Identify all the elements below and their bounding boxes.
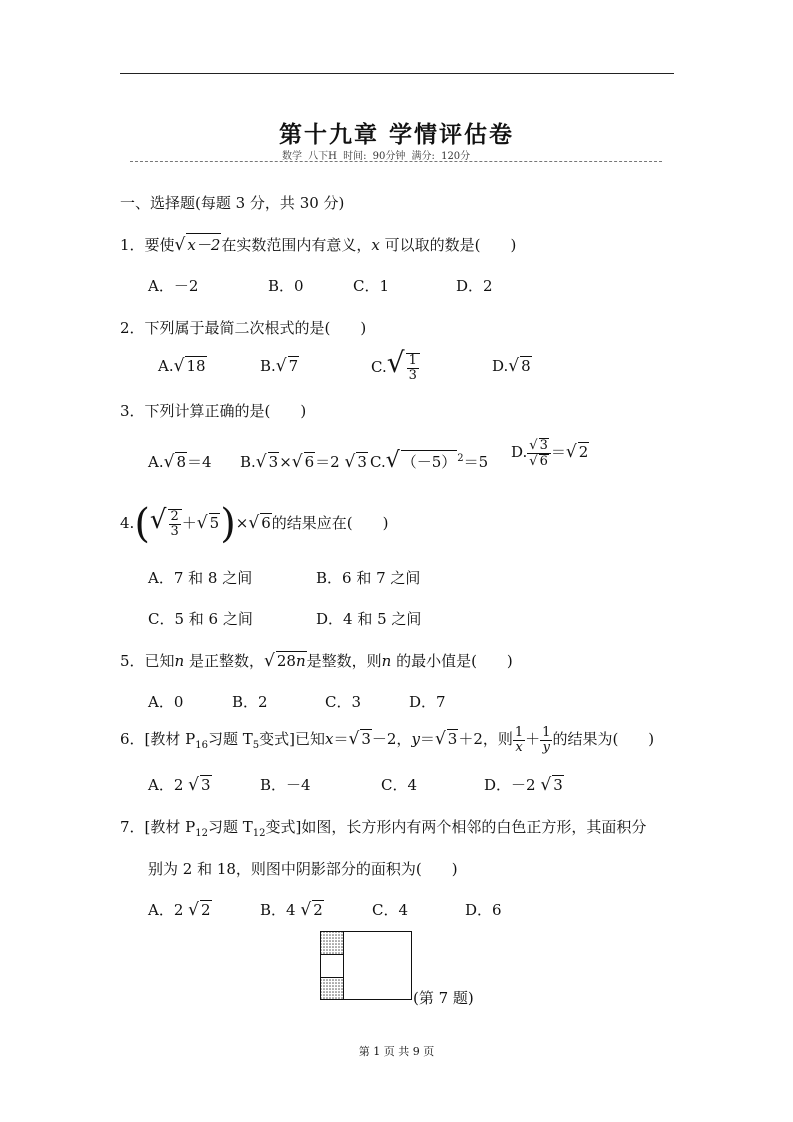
sqrt-icon: √ [434, 729, 446, 750]
left-paren-icon: ( [134, 501, 150, 547]
white-square-small [321, 955, 344, 978]
question-5-stem: 5．已知n 是正整数，√ 28n是整数，则n 的最小值是( ) [120, 651, 513, 671]
page-footer: 第 1 页 共 9 页 [358, 1045, 435, 1058]
q2-option-d: D.√ 8 [492, 356, 531, 376]
q2-option-a: A.√ 18 [158, 356, 206, 376]
sqrt-icon: √ [173, 356, 185, 376]
right-paren-icon: ) [220, 501, 236, 547]
q1-option-c: C．1 [353, 277, 390, 295]
q5-option-b: B．2 [232, 693, 268, 711]
sqrt-icon: √ [529, 438, 538, 453]
question-7-stem-line-1: 7．[教材 $P_{12}$习题 $T_{12}$变式]如图，长方形内有两个相邻的白色正方形，其面积分 [120, 818, 647, 839]
q3-option-a: A.√ 8＝4 [148, 452, 212, 472]
q4-option-b: B．6 和 7 之间 [316, 569, 421, 587]
sqrt-icon: √ [163, 452, 175, 472]
question-7-stem-line-2: 别为 2 和 18，则图中阴影部分的面积为( ) [148, 860, 458, 878]
question-2-stem: 2．下列属于最简二次根式的是( ) [120, 319, 367, 337]
q7-option-d: D．6 [465, 901, 502, 919]
sqrt-icon: √ [300, 900, 312, 920]
q7-figure-caption: (第 7 题) [413, 989, 474, 1007]
q1-option-b: B．0 [268, 277, 304, 295]
sqrt-icon: √ [275, 356, 287, 376]
q3-option-c: C.√ $(-5)^2=5$ [370, 448, 489, 473]
sqrt-icon: √ [248, 513, 260, 533]
sqrt-icon: √ [386, 346, 405, 379]
question-1-stem: 1．要使√ x－2在实数范围内有意义，x 可以取的数是( ) [120, 235, 517, 255]
q1-option-d: D．2 [456, 277, 493, 295]
sqrt-icon: √ [188, 900, 200, 920]
header-dashed-divider [130, 161, 662, 162]
sqrt-icon: √ [264, 651, 275, 671]
q3-option-d: D. $\frac{√ 3}{√ 6}$ ＝√ 2 [511, 438, 589, 469]
shaded-region-bottom [321, 978, 344, 1000]
sqrt-icon: √ [540, 775, 552, 795]
sqrt-icon: √ [255, 452, 267, 472]
q5-option-a: A．0 [148, 693, 184, 711]
white-square-large [344, 932, 412, 1000]
section-heading: 一、选择题(每题 3 分，共 30 分) [120, 194, 345, 212]
shaded-region-top [321, 932, 344, 955]
sqrt-icon: √ [565, 442, 577, 463]
q6-option-c: C．4 [381, 776, 418, 794]
q7-option-a: A．2 √ 2 [148, 900, 211, 920]
q5-option-d: D．7 [409, 693, 446, 711]
q2-option-b: B.√ 7 [260, 356, 299, 376]
sqrt-icon: √ [291, 452, 303, 472]
sqrt-icon: √ [348, 729, 360, 750]
sqrt-icon: √ [196, 513, 208, 533]
page-title: 第十九章 学情评估卷 [278, 121, 514, 148]
q6-option-d: D．－2 √ 3 [484, 775, 563, 795]
question-3-stem: 3．下列计算正确的是( ) [120, 402, 307, 420]
q3-option-b: B.√ 3×√ 6＝2 √ 3 [240, 452, 367, 472]
sqrt-icon: √ [188, 775, 200, 795]
sqrt-icon: √ [508, 356, 520, 376]
sqrt-icon: √ [529, 453, 538, 469]
q7-option-c: C．4 [372, 901, 409, 919]
q4-option-d: D．4 和 5 之间 [316, 610, 422, 628]
sqrt-icon: √ [344, 452, 356, 472]
q2-option-c: C.√ $\frac{1}{3}$ [371, 346, 420, 383]
q7-option-b: B．4 √ 2 [260, 900, 323, 920]
sqrt-icon: √ [385, 448, 400, 473]
question-4-stem: 4.(√ $\frac{2}{3}$ ＋√ 5)×√ 6的结果应在( ) [120, 501, 389, 547]
header-rule [120, 73, 674, 74]
q6-option-a: A．2 √ 3 [148, 775, 211, 795]
question-6-stem: 6．[教材 $P_{16}$习题 $T_5$变式]已知x＝√ 3－2，y＝√ 3＋2，则 $\frac{1}{x}$ ＋ $\frac{1}{y}$ 的结果为( ) [120, 725, 655, 755]
q6-option-b: B．－4 [260, 776, 311, 794]
q4-option-a: A．7 和 8 之间 [148, 569, 253, 587]
q4-option-c: C．5 和 6 之间 [148, 610, 253, 628]
sqrt-icon: √ [149, 505, 167, 535]
q5-option-c: C．3 [325, 693, 362, 711]
sqrt-icon: √ [174, 235, 186, 255]
q7-figure [320, 931, 412, 1000]
page-subtitle: 数学 八下H 时间: 90分钟 满分: 120分 [282, 151, 471, 162]
q1-option-a: A．－2 [148, 277, 199, 295]
